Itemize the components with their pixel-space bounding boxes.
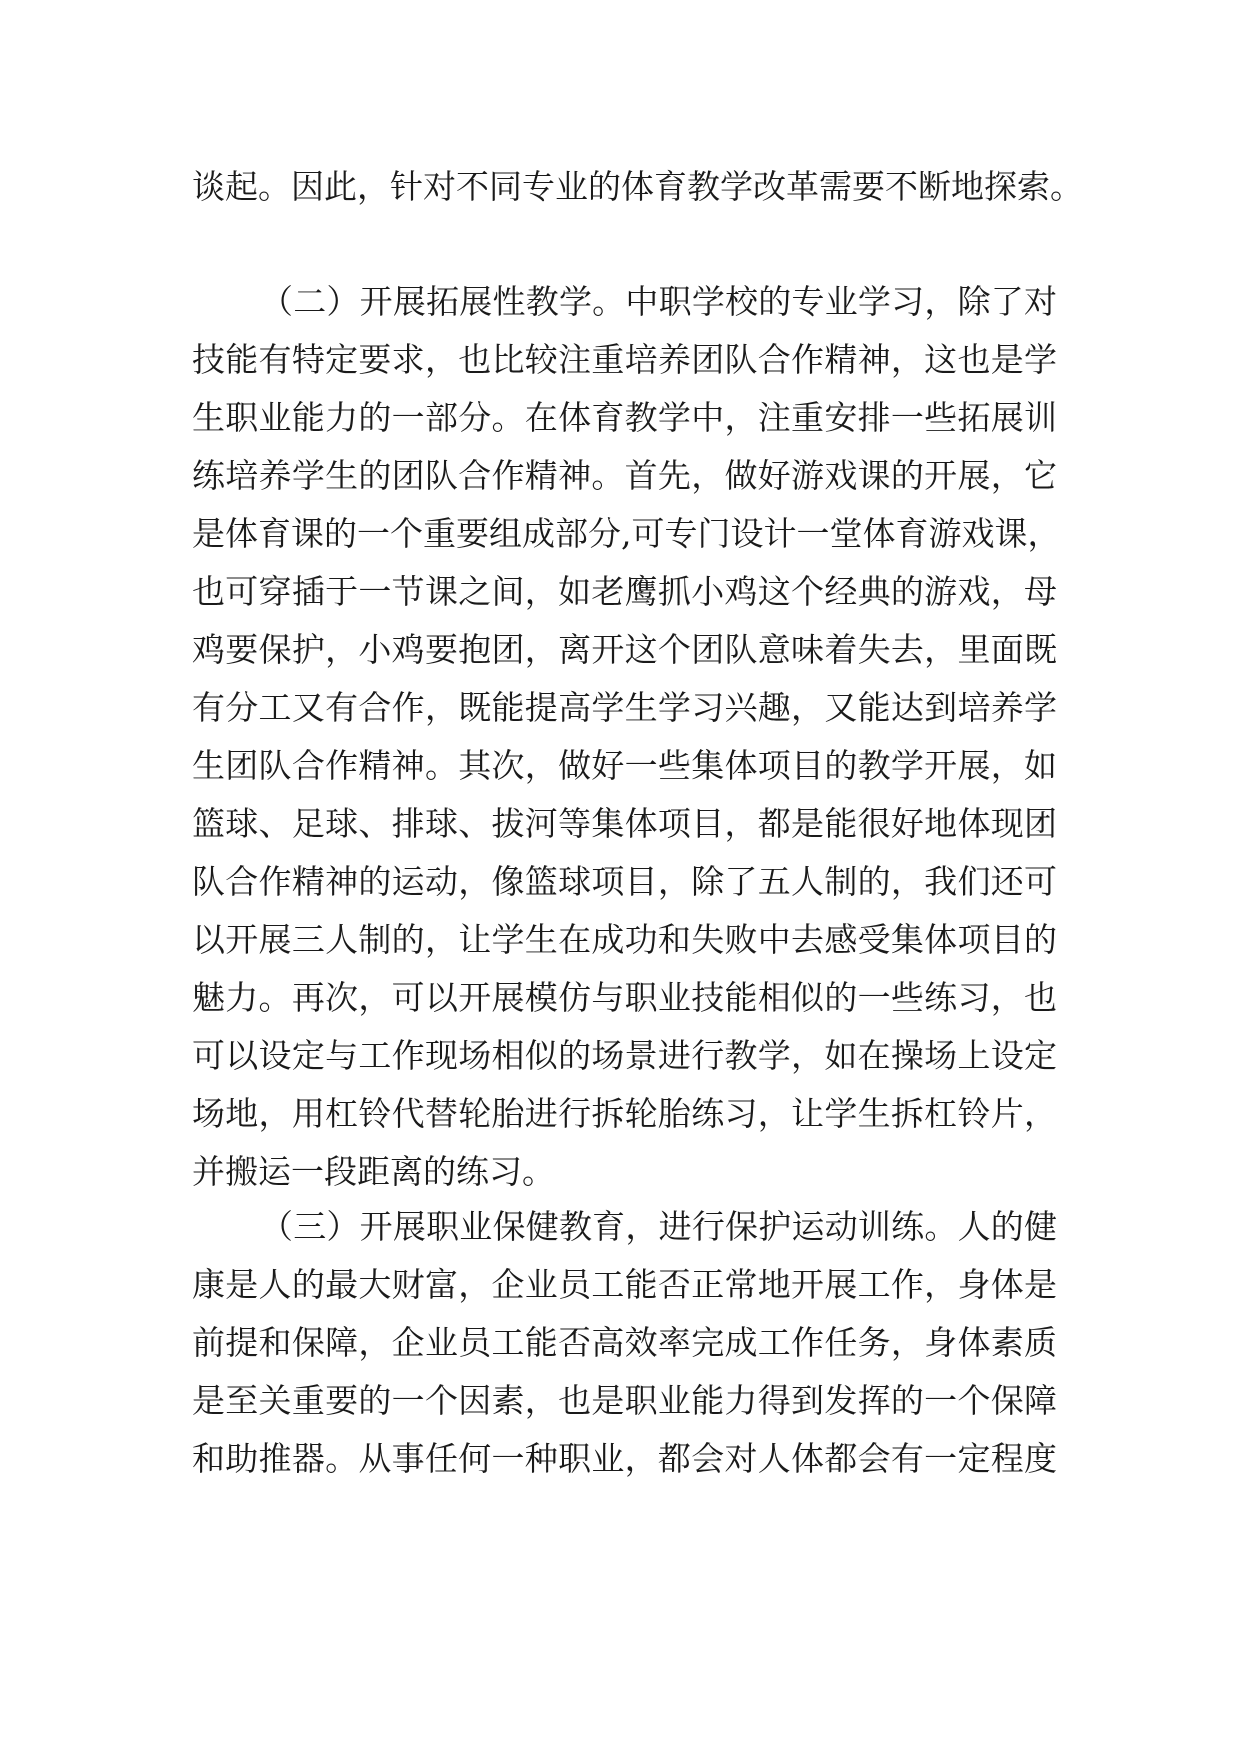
text-line: （二）开展拓展性教学。中职学校的专业学习，除了对 xyxy=(260,282,1057,321)
paragraph-section-three xyxy=(192,1198,1057,1488)
text-line: （三）开展职业保健教育，进行保护运动训练。人的健 xyxy=(260,1207,1057,1246)
text-line: 生团队合作精神。其次，做好一些集体项目的教学开展，如 xyxy=(192,746,1057,785)
text-line: 技能有特定要求，也比较注重培养团队合作精神，这也是学 xyxy=(192,340,1057,379)
paragraph-continuation xyxy=(192,158,1083,216)
text-line: 队合作精神的运动，像篮球项目，除了五人制的，我们还可 xyxy=(192,862,1057,901)
text-line: 场地，用杠铃代替轮胎进行拆轮胎练习，让学生拆杠铃片， xyxy=(192,1094,1057,1133)
text-line: 练培养学生的团队合作精神。首先，做好游戏课的开展，它 xyxy=(192,456,1057,495)
text-line: 鸡要保护，小鸡要抱团，离开这个团队意味着失去，里面既 xyxy=(192,630,1057,669)
text-line: 谈起。因此，针对不同专业的体育教学改革需要不断地探索。 xyxy=(192,167,1083,206)
text-line: 和助推器。从事任何一种职业，都会对人体都会有一定程度 xyxy=(192,1439,1057,1478)
text-line: 有分工又有合作，既能提高学生学习兴趣，又能达到培养学 xyxy=(192,688,1057,727)
text-line: 康是人的最大财富，企业员工能否正常地开展工作，身体是 xyxy=(192,1265,1057,1304)
text-line: 生职业能力的一部分。在体育教学中，注重安排一些拓展训 xyxy=(192,398,1057,437)
paragraph-section-two xyxy=(192,273,1061,1201)
text-line: 前提和保障，企业员工能否高效率完成工作任务，身体素质 xyxy=(192,1323,1057,1362)
text-line: 也可穿插于一节课之间，如老鹰抓小鸡这个经典的游戏，母 xyxy=(192,572,1057,611)
text-line: 并搬运一段距离的练习。 xyxy=(192,1152,555,1191)
text-line: 是至关重要的一个因素，也是职业能力得到发挥的一个保障 xyxy=(192,1381,1057,1420)
text-line: 篮球、足球、排球、拔河等集体项目，都是能很好地体现团 xyxy=(192,804,1057,843)
text-line: 可以设定与工作现场相似的场景进行教学，如在操场上设定 xyxy=(192,1036,1057,1075)
text-line: 魅力。再次，可以开展模仿与职业技能相似的一些练习，也 xyxy=(192,978,1057,1017)
text-line: 以开展三人制的，让学生在成功和失败中去感受集体项目的 xyxy=(192,920,1057,959)
text-line: 是体育课的一个重要组成部分,可专门设计一堂体育游戏课， xyxy=(192,514,1061,553)
